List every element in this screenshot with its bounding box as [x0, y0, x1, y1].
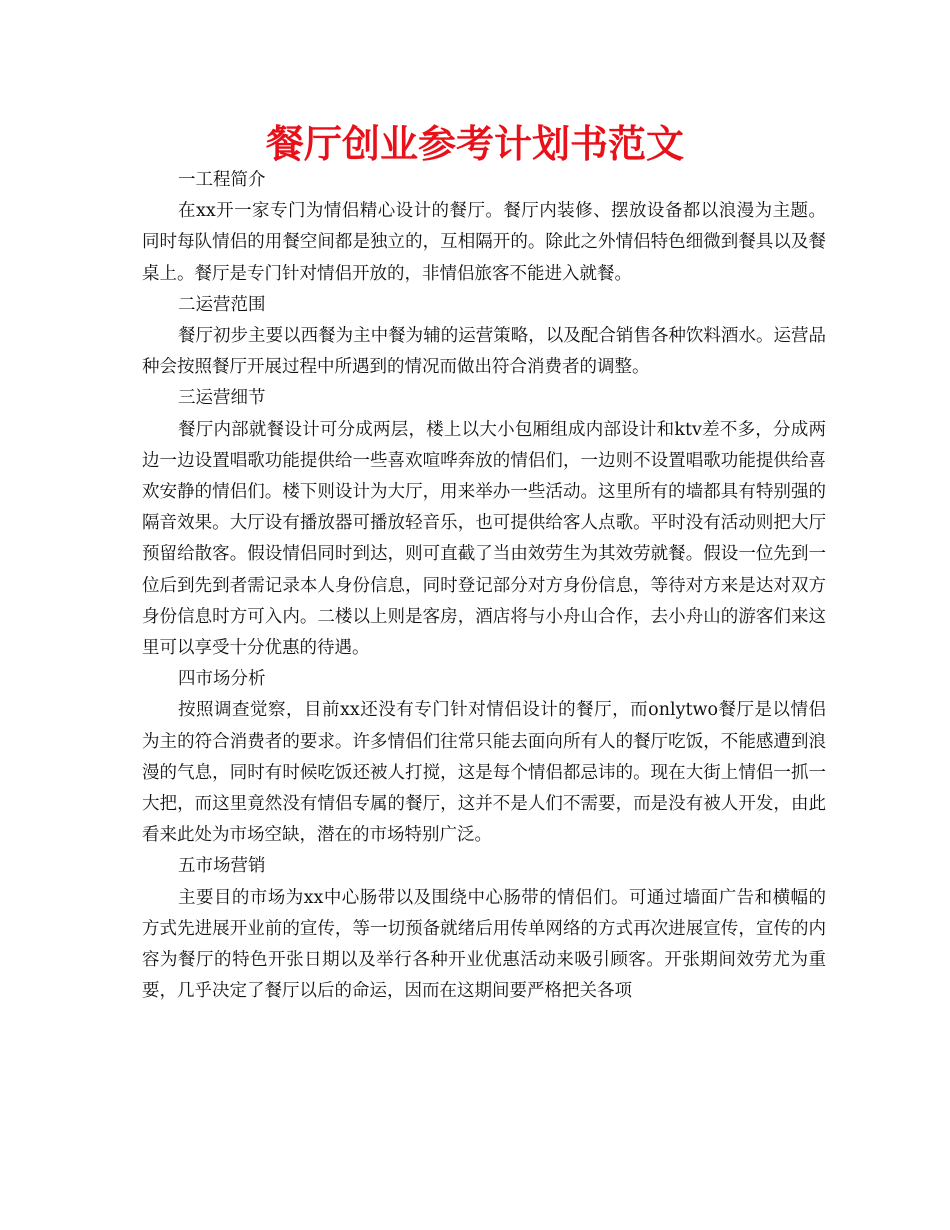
section-body-3: 餐厅内部就餐设计可分成两层，楼上以大小包厢组成内部设计和ktv差不多，分成两边一边设置唱歌功能提供给一些喜欢喧哗奔放的情侣们，一边则不设置唱歌功能提供给喜欢安静的情侣们。楼下则设计为大厅，用来举办一些活动。这里所有的墙都具有特别强的隔音效果。大厅设有播放器可播放轻音乐，也可提供给客人点歌。平时没有活动则把大厅预留给散客。假设情侣同时到达，则可直截了当由效劳生为其效劳就餐。假设一位先到一位后到先到者需记录本人身份信息，同时登记部分对方身份信息，等待对方来是达对双方身份信息时方可入内。二楼以上则是客房，酒店将与小舟山合作，去小舟山的游客们来这里可以享受十分优惠的待遇。 — [142, 419, 826, 659]
section-heading-3: 三运营细节 — [178, 388, 266, 409]
section-body-1: 在xx开一家专门为情侣精心设计的餐厅。餐厅内装修、摆放设备都以浪漫为主题。同时每队情侣的用餐空间都是独立的，互相隔开的。除此之外情侣特色细微到餐具以及餐桌上。餐厅是专门针对情侣开放的，非情侣旅客不能进入就餐。 — [142, 201, 826, 284]
section-body-5: 主要目的市场为xx中心肠带以及围绕中心肠带的情侣们。可通过墙面广告和横幅的方式先进展开业前的宣传，等一切预备就绪后用传单网络的方式再次进展宣传，宣传的内容为餐厅的特色开张日期以及举行各种开业优惠活动来吸引顾客。开张期间效劳尤为重要，几乎决定了餐厅以后的命运，因而在这期间要严格把关各项 — [142, 887, 826, 1002]
section-body-2: 餐厅初步主要以西餐为主中餐为辅的运营策略，以及配合销售各种饮料酒水。运营品种会按照餐厅开展过程中所遇到的情况而做出符合消费者的调整。 — [142, 326, 826, 378]
section-body-4: 按照调查觉察，目前xx还没有专门针对情侣设计的餐厅，而onlytwo餐厅是以情侣为主的符合消费者的要求。许多情侣们往常只能去面向所有人的餐厅吃饭，不能感遭到浪漫的气息，同时有时候吃饭还被人打搅，这是每个情侣都忌讳的。现在大街上情侣一抓一大把，而这里竟然没有情侣专属的餐厅，这并不是人们不需要，而是没有被人开发，由此看来此处为市场空缺，潜在的市场特别广泛。 — [142, 700, 826, 846]
section-heading-1: 一工程简介 — [178, 170, 266, 190]
section-heading-5: 五市场营销 — [178, 856, 266, 877]
section-heading-4: 四市场分析 — [178, 669, 266, 690]
section-heading-2: 二运营范围 — [178, 294, 266, 315]
document-title: 餐厅创业参考计划书范文 — [265, 122, 684, 166]
document-body — [142, 165, 826, 1007]
